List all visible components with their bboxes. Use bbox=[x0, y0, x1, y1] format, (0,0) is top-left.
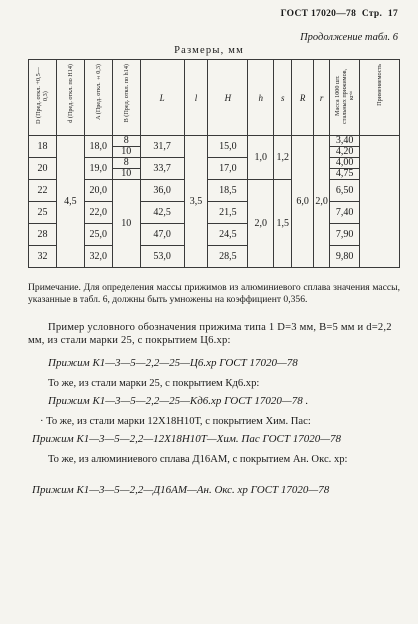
dimensions-table: D (Пред. откл. +0,5—0,3) d (Пред. откл. по Н14) A (Пред. откл. ±0,3) B (Пред. откл. по h14) L l H h s R r Масса 1000 шт. стальных прижимов, кг≈ Применяемость 18 4,5 18,0 8 31,7 3,5 15,0 1,0 1,2 6,0 2,0 3,40 10 4,20 20 19,0 8 33,7 17,0 4,00 10 4,75 22 20,0 10 36,0 18,5 2,0 1,5 6,50 25 22,0 42,5 21,5 7,40 28 25,0 47,0 24,5 7,90 32 32,0 53,0 28,5 9,80 bbox=[28, 59, 400, 268]
col-applicability: Применяемость bbox=[360, 60, 400, 136]
designation-1: Прижим К1—3—5—2,2—25—Ц6.хр ГОСТ 17020—78 bbox=[48, 357, 298, 369]
cell-d-merged: 4,5 bbox=[56, 136, 84, 268]
col-mass: Масса 1000 шт. стальных прижимов, кг≈ bbox=[330, 60, 360, 136]
designation-3: Прижим К1—3—5—2,2—12Х18Н10Т—Хим. Пас ГОСТ 17020—78 bbox=[32, 433, 342, 445]
col-d: d (Пред. откл. по Н14) bbox=[56, 60, 84, 136]
cell-applicability bbox=[360, 136, 400, 268]
page-label: Стр. bbox=[361, 9, 383, 19]
table-continuation: Продолжение табл. 6 bbox=[300, 32, 398, 43]
table-row: 18 4,5 18,0 8 31,7 3,5 15,0 1,0 1,2 6,0 2,0 3,40 bbox=[29, 136, 400, 147]
col-L: L bbox=[140, 60, 184, 136]
col-B: B (Пред. откл. по h14) bbox=[112, 60, 140, 136]
cell-h-top: 1,0 bbox=[248, 136, 274, 180]
designation-2: Прижим К1—3—5—2,2—25—Кд6.хр ГОСТ 17020—78 . bbox=[48, 395, 309, 407]
cell-s-top: 1,2 bbox=[274, 136, 292, 180]
table-header-row bbox=[29, 60, 400, 136]
text-3: · То же, из стали марки 12Х18Н10Т, с покрытием Хим. Пас: bbox=[40, 416, 311, 427]
text-2: То же, из стали марки 25, с покрытием Кд6.хр: bbox=[48, 378, 260, 389]
col-R: R bbox=[292, 60, 314, 136]
col-r: r bbox=[314, 60, 330, 136]
page-number: 17 bbox=[387, 9, 398, 19]
table-note: Примечание. Для определения массы прижимов из алюминиевого сплава значения массы, указанные в табл. 6, должны быть умножены на коэффициент 0,356. bbox=[28, 282, 400, 305]
standard-number: ГОСТ 17020—78 bbox=[280, 9, 357, 19]
cell-B-merged: 10 bbox=[112, 180, 140, 268]
cell-s-bottom: 1,5 bbox=[274, 180, 292, 268]
cell-l-merged: 3,5 bbox=[184, 136, 208, 268]
col-l: l bbox=[184, 60, 208, 136]
example-intro: Пример условного обозначения прижима типа 1 D=3 мм, B=5 мм и d=2,2 мм, из стали марки 25, с покрытием Ц6.хр: bbox=[28, 322, 392, 346]
table-title: Размеры, мм bbox=[174, 45, 244, 56]
table-row: 20 19,0 8 33,7 17,0 4,00 bbox=[29, 158, 400, 169]
table-row: 10 4,75 bbox=[29, 169, 400, 180]
col-h: h bbox=[248, 60, 274, 136]
col-s: s bbox=[274, 60, 292, 136]
page-header bbox=[278, 9, 398, 19]
text-4: То же, из алюминиевого сплава Д16АМ, с покрытием Ан. Окс. хр: bbox=[48, 454, 348, 465]
cell-r-merged: 2,0 bbox=[314, 136, 330, 268]
cell-h-bottom: 2,0 bbox=[248, 180, 274, 268]
table-row: 10 4,20 bbox=[29, 147, 400, 158]
col-A: A (Пред. откл. ±0,3) bbox=[84, 60, 112, 136]
cell-R-merged: 6,0 bbox=[292, 136, 314, 268]
col-D: D (Пред. откл. +0,5—0,3) bbox=[29, 60, 57, 136]
col-H: H bbox=[208, 60, 248, 136]
designation-4: Прижим К1—3—5—2,2—Д16АМ—Ан. Окс. хр ГОСТ 17020—78 bbox=[32, 484, 330, 496]
